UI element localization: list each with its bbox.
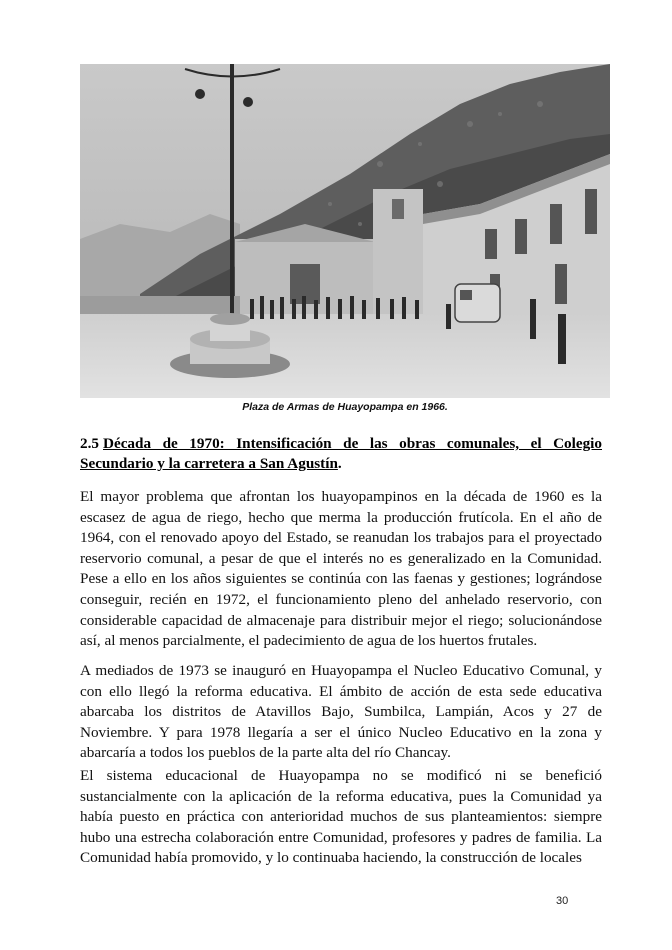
- section-title: Década de 1970: Intensificación de las obras comunales, el Colegio Secundario y la carretera a San Agustín: [80, 435, 602, 472]
- section-title-end: .: [337, 455, 342, 472]
- section-number: 2.5: [80, 435, 99, 452]
- photo-caption: Plaza de Armas de Huayopampa en 1966.: [242, 401, 448, 413]
- paragraph: A mediados de 1973 se inauguró en Huayopampa el Nucleo Educativo Comunal, y con ello llegó la reforma educativa. El ámbito de acción de esta sede educativa abarcaba los distritos de Atavillos Bajo, Sumbilca, Lampián, Acos y 27 de Noviembre. Y para 1978 llegaría a ser el único Nucleo Educativo en la zona y abarcaría a todos los pueblos de la parte alta del río Chancay.: [80, 662, 602, 762]
- paragraph: El sistema educacional de Huayopampa no se modificó ni se benefició sustancialmente con la aplicación de la reforma educativa, pues la Comunidad ya había puesto en práctica con anterioridad muchos de sus planteamientos: siempre hubo una estrecha colaboración entre Comunidad, profesores y padres de familia. La Comunidad había promovido, y lo continuaba haciendo, la construcción de locales: [80, 766, 602, 867]
- page-number: 30: [556, 895, 569, 907]
- paragraph-group: [80, 661, 602, 869]
- paragraph: El mayor problema que afrontan los huayopampinos en la década de 1960 es la escasez de agua de riego, hecho que merma la producción frutícola. En el año de 1964, con el renovado apoyo del Estado, se reanudan los trabajos para el proyectado reservorio comunal, a pesar de que el interés no es generalizado en la Comunidad. Pese a ello en los años siguientes se continúa con las faenas y gestiones; lográndose conseguir, recién en 1972, el funcionamiento pleno del anhelado reservorio, con considerable capacidad de almacenaje para distribuir mejor el riego; solucionándose así, al menos parcialmente, el padecimiento de agua de los huertos frutales.: [80, 488, 602, 650]
- section-heading: [80, 434, 602, 474]
- plaza-photo: [80, 64, 610, 398]
